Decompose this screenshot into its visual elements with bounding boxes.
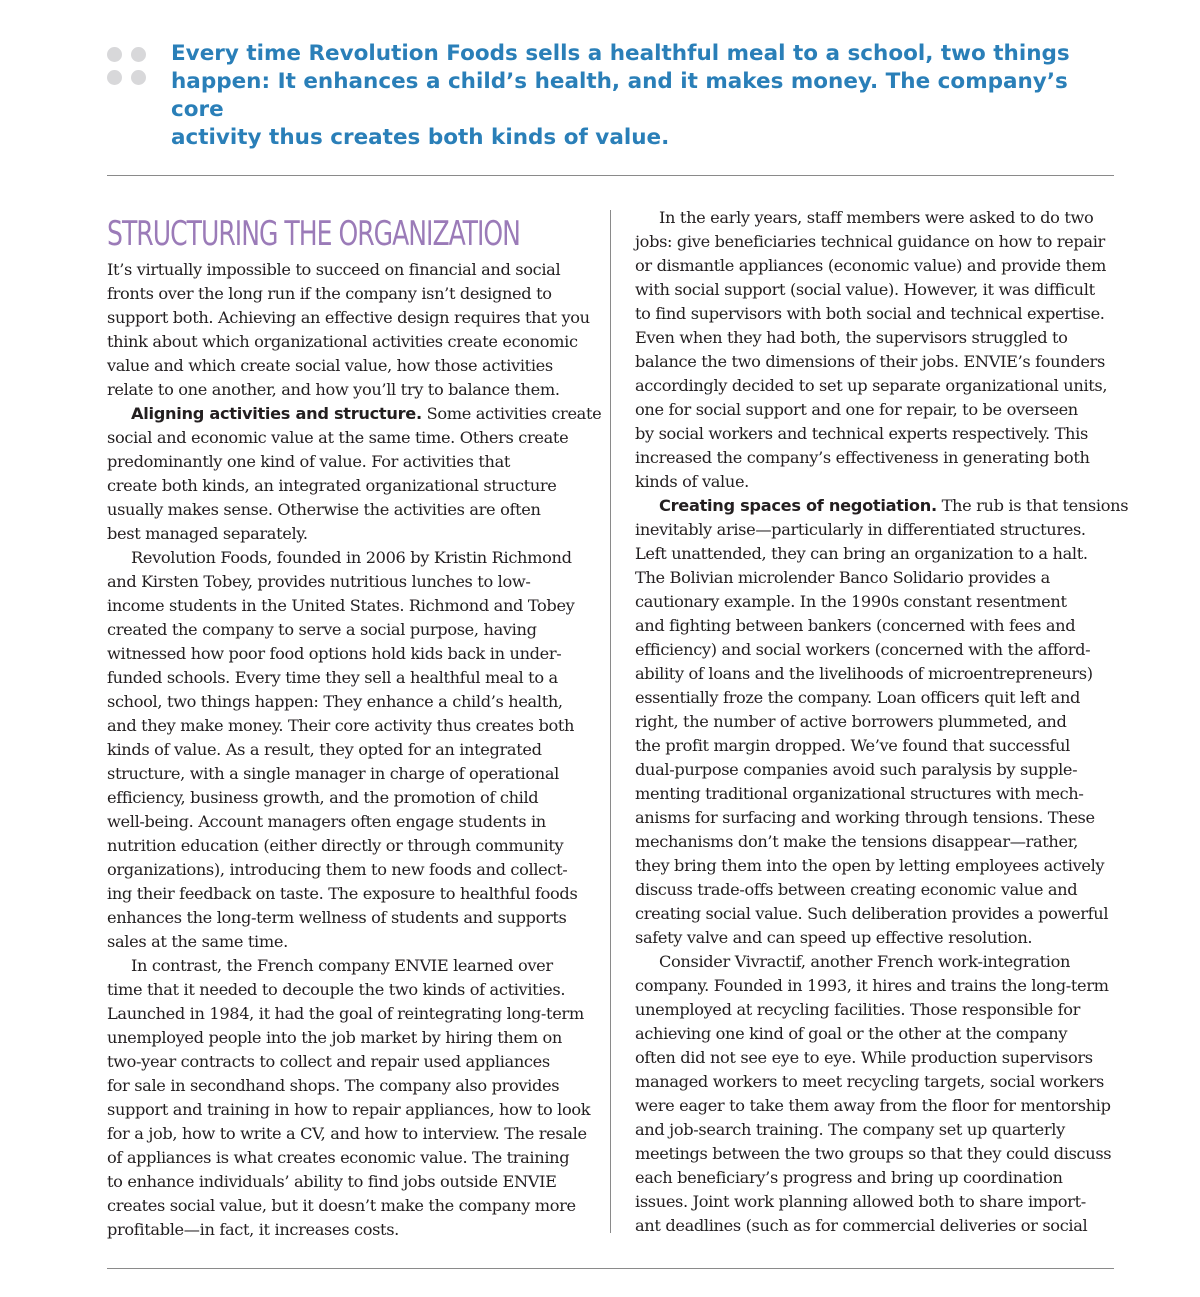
text-line: fronts over the long run if the company isn’t designed to	[107, 284, 552, 303]
text-line: creating social value. Such deliberation provides a powerful	[635, 904, 1109, 923]
text-line: to find supervisors with both social and technical expertise.	[635, 304, 1105, 323]
text-line: The Bolivian microlender Banco Solidario provides a	[635, 568, 1050, 587]
text-line: Left unattended, they can bring an organization to a halt.	[635, 544, 1088, 563]
text-line: for a job, how to write a CV, and how to interview. The resale	[107, 1124, 587, 1143]
text-line: or dismantle appliances (economic value) and provide them	[635, 256, 1107, 275]
ornament-dot	[107, 70, 122, 85]
text-line: accordingly decided to set up separate organizational units,	[635, 376, 1108, 395]
text-line: efficiency) and social workers (concerned with the afford-	[635, 640, 1091, 659]
text-line: witnessed how poor food options hold kids back in under-	[107, 644, 562, 663]
text-line: ant deadlines (such as for commercial deliveries or social	[635, 1216, 1088, 1235]
ornament-dot	[131, 47, 146, 62]
text-line: right, the number of active borrowers plummeted, and	[635, 712, 1067, 731]
text-line: and Kirsten Tobey, provides nutritious lunches to low-	[107, 572, 531, 591]
text-line: discuss trade-offs between creating economic value and	[635, 880, 1078, 899]
text-line: company. Founded in 1993, it hires and trains the long-term	[635, 976, 1109, 995]
text-line: one for social support and one for repair, to be overseen	[635, 400, 1078, 419]
ornament-dot	[131, 70, 146, 85]
pull-quote-line: Every time Revolution Foods sells a healthful meal to a school, two things	[171, 41, 1070, 66]
aligning-paragraph	[107, 402, 602, 546]
text-line: Launched in 1984, it had the goal of reintegrating long-term	[107, 1004, 584, 1023]
negotiation-paragraph	[635, 494, 1129, 950]
ornament-dot	[107, 47, 122, 62]
text-line: sales at the same time.	[107, 932, 288, 951]
revolution-foods-paragraph	[107, 546, 587, 954]
text-line: of appliances is what creates economic value. The training	[107, 1148, 570, 1167]
text-line: with social support (social value). However, it was difficult	[635, 280, 1095, 299]
text-line: Revolution Foods, founded in 2006 by Kristin Richmond	[131, 548, 572, 567]
text-line: inevitably arise—particularly in differentiated structures.	[635, 520, 1086, 539]
text-line: think about which organizational activities create economic	[107, 332, 578, 351]
envie-paragraph	[107, 954, 591, 1242]
text-line: were eager to take them away from the floor for mentorship	[635, 1096, 1111, 1115]
text-line: support both. Achieving an effective design requires that you	[107, 308, 590, 327]
text-line: predominantly one kind of value. For activities that	[107, 452, 511, 471]
section-heading: STRUCTURING THE ORGANIZATION	[107, 214, 520, 254]
text-line: cautionary example. In the 1990s constant resentment	[635, 592, 1067, 611]
text-line: created the company to serve a social purpose, having	[107, 620, 537, 639]
text-line: relate to one another, and how you’ll try to balance them.	[107, 380, 560, 399]
text-line: and fighting between bankers (concerned with fees and	[635, 616, 1076, 635]
top-divider-rule	[107, 175, 1114, 176]
text-line: unemployed at recycling facilities. Those responsible for	[635, 1000, 1081, 1019]
text-line: and they make money. Their core activity thus creates both	[107, 716, 575, 735]
text-line: usually makes sense. Otherwise the activities are often	[107, 500, 541, 519]
right-column	[635, 206, 1129, 1238]
subhead-creating-spaces: Creating spaces of negotiation.	[659, 496, 937, 515]
text-line: support and training in how to repair appliances, how to look	[107, 1100, 591, 1119]
text-line: create both kinds, an integrated organizational structure	[107, 476, 557, 495]
text-line: best managed separately.	[107, 524, 308, 543]
text-line: funded schools. Every time they sell a healthful meal to a	[107, 668, 558, 687]
text-line: increased the company’s effectiveness in generating both	[635, 448, 1090, 467]
text-line: safety valve and can speed up effective resolution.	[635, 928, 1033, 947]
text-run: Some activities create	[421, 404, 602, 423]
text-line	[107, 402, 602, 426]
text-line: for sale in secondhand shops. The company also provides	[107, 1076, 560, 1095]
text-line: often did not see eye to eye. While production supervisors	[635, 1048, 1093, 1067]
text-line: nutrition education (either directly or through community	[107, 836, 564, 855]
text-line: managed workers to meet recycling targets, social workers	[635, 1072, 1104, 1091]
text-line: It’s virtually impossible to succeed on financial and social	[107, 260, 561, 279]
left-column	[107, 212, 602, 1242]
early-years-paragraph	[635, 206, 1115, 494]
text-line: to enhance individuals’ ability to find jobs outside ENVIE	[107, 1172, 557, 1191]
text-line: they bring them into the open by letting employees actively	[635, 856, 1105, 875]
text-line: essentially froze the company. Loan officers quit left and	[635, 688, 1081, 707]
text-line: school, two things happen: They enhance a child’s health,	[107, 692, 563, 711]
text-line: social and economic value at the same time. Others create	[107, 428, 569, 447]
text-line: In the early years, staff members were asked to do two	[659, 208, 1094, 227]
pull-quote-line: happen: It enhances a child’s health, and it makes money. The company’s core	[171, 69, 1068, 122]
text-line: creates social value, but it doesn’t make the company more	[107, 1196, 576, 1215]
text-line: jobs: give beneficiaries technical guidance on how to repair	[635, 232, 1105, 251]
text-line: ing their feedback on taste. The exposure to healthful foods	[107, 884, 578, 903]
text-line: each beneficiary’s progress and bring up coordination	[635, 1168, 1063, 1187]
text-line: Consider Vivractif, another French work-integration	[659, 952, 1071, 971]
text-line: issues. Joint work planning allowed both to share import-	[635, 1192, 1086, 1211]
text-line: kinds of value. As a result, they opted for an integrated	[107, 740, 542, 759]
text-run: The rub is that tensions	[936, 496, 1129, 515]
text-line	[635, 494, 1129, 518]
text-line: profitable—in fact, it increases costs.	[107, 1220, 399, 1239]
text-line: enhances the long-term wellness of students and supports	[107, 908, 567, 927]
text-line: unemployed people into the job market by hiring them on	[107, 1028, 562, 1047]
text-line: value and which create social value, how those activities	[107, 356, 553, 375]
text-line: menting traditional organizational structures with mech-	[635, 784, 1084, 803]
text-line: two-year contracts to collect and repair used appliances	[107, 1052, 550, 1071]
text-line: kinds of value.	[635, 472, 749, 491]
text-line: time that it needed to decouple the two kinds of activities.	[107, 980, 566, 999]
text-line: achieving one kind of goal or the other at the company	[635, 1024, 1068, 1043]
text-line: and job-search training. The company set up quarterly	[635, 1120, 1065, 1139]
text-line: mechanisms don’t make the tensions disappear—rather,	[635, 832, 1079, 851]
text-line: anisms for surfacing and working through tensions. These	[635, 808, 1095, 827]
text-line: balance the two dimensions of their jobs. ENVIE’s founders	[635, 352, 1105, 371]
pull-quote	[171, 40, 1071, 152]
intro-paragraph	[107, 258, 590, 402]
column-divider-rule	[610, 210, 611, 1233]
pull-quote-line: activity thus creates both kinds of value.	[171, 125, 670, 150]
text-line: structure, with a single manager in charge of operational	[107, 764, 559, 783]
bottom-divider-rule	[107, 1268, 1114, 1269]
text-line: well-being. Account managers often engage students in	[107, 812, 546, 831]
subhead-aligning-activities: Aligning activities and structure.	[131, 404, 422, 423]
text-line: meetings between the two groups so that they could discuss	[635, 1144, 1112, 1163]
text-line: ability of loans and the livelihoods of microentrepreneurs)	[635, 664, 1093, 683]
text-line: by social workers and technical experts respectively. This	[635, 424, 1088, 443]
text-line: organizations), introducing them to new foods and collect-	[107, 860, 568, 879]
text-line: Even when they had both, the supervisors struggled to	[635, 328, 1068, 347]
pull-quote-dots-ornament	[107, 47, 149, 87]
text-line: income students in the United States. Richmond and Tobey	[107, 596, 575, 615]
text-line: dual-purpose companies avoid such paralysis by supple-	[635, 760, 1078, 779]
text-line: In contrast, the French company ENVIE learned over	[131, 956, 553, 975]
text-line: the profit margin dropped. We’ve found that successful	[635, 736, 1070, 755]
vivractif-paragraph	[635, 950, 1115, 1238]
text-line: efficiency, business growth, and the promotion of child	[107, 788, 539, 807]
